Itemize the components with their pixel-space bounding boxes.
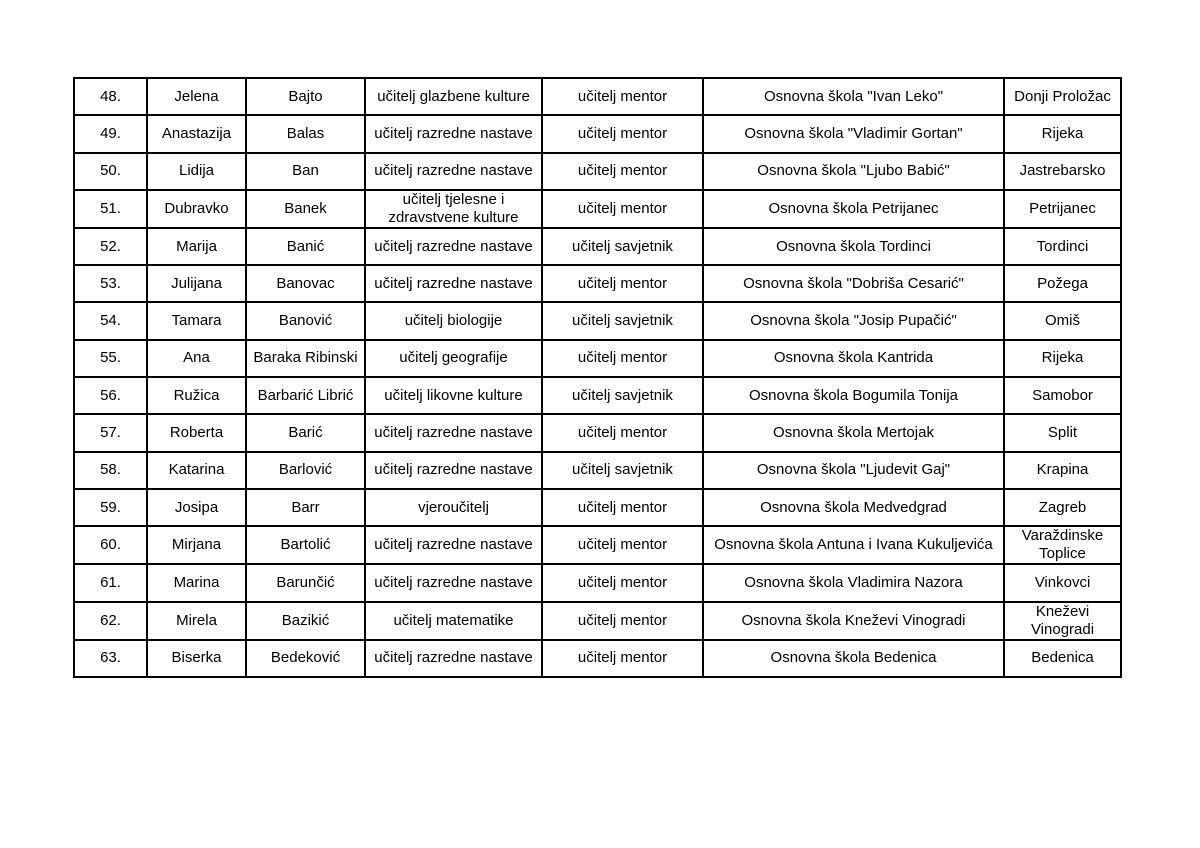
table-body xyxy=(74,78,1121,677)
title-cell: učitelj mentor xyxy=(542,190,703,228)
school-cell: Osnovna škola "Vladimir Gortan" xyxy=(703,115,1004,152)
city-cell: Varaždinske Toplice xyxy=(1004,526,1121,564)
first-name-cell: Ružica xyxy=(147,377,246,414)
city-cell: Samobor xyxy=(1004,377,1121,414)
row-number-cell: 56. xyxy=(74,377,147,414)
row-number-cell: 48. xyxy=(74,78,147,115)
school-cell: Osnovna škola "Ljubo Babić" xyxy=(703,153,1004,190)
title-cell: učitelj mentor xyxy=(542,153,703,190)
table-row xyxy=(74,340,1121,377)
position-cell: učitelj biologije xyxy=(365,302,542,339)
city-cell: Vinkovci xyxy=(1004,564,1121,601)
city-cell: Donji Proložac xyxy=(1004,78,1121,115)
school-cell: Osnovna škola Petrijanec xyxy=(703,190,1004,228)
title-cell: učitelj savjetnik xyxy=(542,302,703,339)
last-name-cell: Banović xyxy=(246,302,365,339)
teacher-table xyxy=(73,77,1122,678)
last-name-cell: Bazikić xyxy=(246,602,365,640)
table-row xyxy=(74,452,1121,489)
position-cell: učitelj geografije xyxy=(365,340,542,377)
city-cell: Rijeka xyxy=(1004,115,1121,152)
school-cell: Osnovna škola Mertojak xyxy=(703,414,1004,451)
first-name-cell: Katarina xyxy=(147,452,246,489)
first-name-cell: Mirela xyxy=(147,602,246,640)
first-name-cell: Dubravko xyxy=(147,190,246,228)
position-cell: učitelj matematike xyxy=(365,602,542,640)
row-number-cell: 52. xyxy=(74,228,147,265)
city-cell: Tordinci xyxy=(1004,228,1121,265)
school-cell: Osnovna škola Bedenica xyxy=(703,640,1004,677)
school-cell: Osnovna škola Antuna i Ivana Kukuljevića xyxy=(703,526,1004,564)
row-number-cell: 49. xyxy=(74,115,147,152)
last-name-cell: Balas xyxy=(246,115,365,152)
row-number-cell: 51. xyxy=(74,190,147,228)
position-cell: učitelj razredne nastave xyxy=(365,228,542,265)
city-cell: Krapina xyxy=(1004,452,1121,489)
position-cell: učitelj likovne kulture xyxy=(365,377,542,414)
city-cell: Bedenica xyxy=(1004,640,1121,677)
first-name-cell: Ana xyxy=(147,340,246,377)
position-cell: učitelj razredne nastave xyxy=(365,452,542,489)
position-cell: učitelj razredne nastave xyxy=(365,414,542,451)
table-row xyxy=(74,302,1121,339)
last-name-cell: Bartolić xyxy=(246,526,365,564)
city-cell: Kneževi Vinogradi xyxy=(1004,602,1121,640)
last-name-cell: Banić xyxy=(246,228,365,265)
position-cell: učitelj razredne nastave xyxy=(365,115,542,152)
school-cell: Osnovna škola Tordinci xyxy=(703,228,1004,265)
school-cell: Osnovna škola "Dobriša Cesarić" xyxy=(703,265,1004,302)
table-row xyxy=(74,115,1121,152)
title-cell: učitelj mentor xyxy=(542,340,703,377)
table-row xyxy=(74,564,1121,601)
last-name-cell: Bajto xyxy=(246,78,365,115)
last-name-cell: Banovac xyxy=(246,265,365,302)
title-cell: učitelj mentor xyxy=(542,640,703,677)
position-cell: učitelj razredne nastave xyxy=(365,153,542,190)
last-name-cell: Barlović xyxy=(246,452,365,489)
first-name-cell: Tamara xyxy=(147,302,246,339)
table-row xyxy=(74,414,1121,451)
first-name-cell: Anastazija xyxy=(147,115,246,152)
title-cell: učitelj mentor xyxy=(542,115,703,152)
table-row xyxy=(74,153,1121,190)
first-name-cell: Julijana xyxy=(147,265,246,302)
city-cell: Rijeka xyxy=(1004,340,1121,377)
school-cell: Osnovna škola Kantrida xyxy=(703,340,1004,377)
row-number-cell: 58. xyxy=(74,452,147,489)
position-cell: učitelj razredne nastave xyxy=(365,526,542,564)
school-cell: Osnovna škola Vladimira Nazora xyxy=(703,564,1004,601)
table-row xyxy=(74,602,1121,640)
first-name-cell: Biserka xyxy=(147,640,246,677)
last-name-cell: Ban xyxy=(246,153,365,190)
row-number-cell: 62. xyxy=(74,602,147,640)
position-cell: učitelj tjelesne i zdravstvene kulture xyxy=(365,190,542,228)
first-name-cell: Marija xyxy=(147,228,246,265)
position-cell: učitelj razredne nastave xyxy=(365,640,542,677)
title-cell: učitelj savjetnik xyxy=(542,228,703,265)
first-name-cell: Marina xyxy=(147,564,246,601)
table-row xyxy=(74,190,1121,228)
title-cell: učitelj savjetnik xyxy=(542,452,703,489)
school-cell: Osnovna škola Medvedgrad xyxy=(703,489,1004,526)
table-row xyxy=(74,526,1121,564)
table-row xyxy=(74,228,1121,265)
position-cell: učitelj razredne nastave xyxy=(365,265,542,302)
row-number-cell: 50. xyxy=(74,153,147,190)
school-cell: Osnovna škola "Josip Pupačić" xyxy=(703,302,1004,339)
last-name-cell: Barunčić xyxy=(246,564,365,601)
last-name-cell: Banek xyxy=(246,190,365,228)
school-cell: Osnovna škola "Ljudevit Gaj" xyxy=(703,452,1004,489)
row-number-cell: 61. xyxy=(74,564,147,601)
row-number-cell: 53. xyxy=(74,265,147,302)
last-name-cell: Barr xyxy=(246,489,365,526)
school-cell: Osnovna škola "Ivan Leko" xyxy=(703,78,1004,115)
title-cell: učitelj mentor xyxy=(542,78,703,115)
city-cell: Zagreb xyxy=(1004,489,1121,526)
title-cell: učitelj savjetnik xyxy=(542,377,703,414)
city-cell: Požega xyxy=(1004,265,1121,302)
last-name-cell: Bedeković xyxy=(246,640,365,677)
title-cell: učitelj mentor xyxy=(542,602,703,640)
table-row xyxy=(74,377,1121,414)
city-cell: Split xyxy=(1004,414,1121,451)
first-name-cell: Josipa xyxy=(147,489,246,526)
position-cell: vjeroučitelj xyxy=(365,489,542,526)
row-number-cell: 57. xyxy=(74,414,147,451)
city-cell: Petrijanec xyxy=(1004,190,1121,228)
title-cell: učitelj mentor xyxy=(542,526,703,564)
title-cell: učitelj mentor xyxy=(542,265,703,302)
row-number-cell: 63. xyxy=(74,640,147,677)
title-cell: učitelj mentor xyxy=(542,564,703,601)
first-name-cell: Jelena xyxy=(147,78,246,115)
row-number-cell: 55. xyxy=(74,340,147,377)
table-row xyxy=(74,640,1121,677)
first-name-cell: Mirjana xyxy=(147,526,246,564)
last-name-cell: Baraka Ribinski xyxy=(246,340,365,377)
table-row xyxy=(74,489,1121,526)
row-number-cell: 54. xyxy=(74,302,147,339)
city-cell: Jastrebarsko xyxy=(1004,153,1121,190)
row-number-cell: 59. xyxy=(74,489,147,526)
row-number-cell: 60. xyxy=(74,526,147,564)
first-name-cell: Roberta xyxy=(147,414,246,451)
last-name-cell: Barbarić Librić xyxy=(246,377,365,414)
last-name-cell: Barić xyxy=(246,414,365,451)
school-cell: Osnovna škola Bogumila Tonija xyxy=(703,377,1004,414)
title-cell: učitelj mentor xyxy=(542,414,703,451)
table-row xyxy=(74,78,1121,115)
first-name-cell: Lidija xyxy=(147,153,246,190)
school-cell: Osnovna škola Kneževi Vinogradi xyxy=(703,602,1004,640)
title-cell: učitelj mentor xyxy=(542,489,703,526)
city-cell: Omiš xyxy=(1004,302,1121,339)
position-cell: učitelj glazbene kulture xyxy=(365,78,542,115)
position-cell: učitelj razredne nastave xyxy=(365,564,542,601)
table-row xyxy=(74,265,1121,302)
